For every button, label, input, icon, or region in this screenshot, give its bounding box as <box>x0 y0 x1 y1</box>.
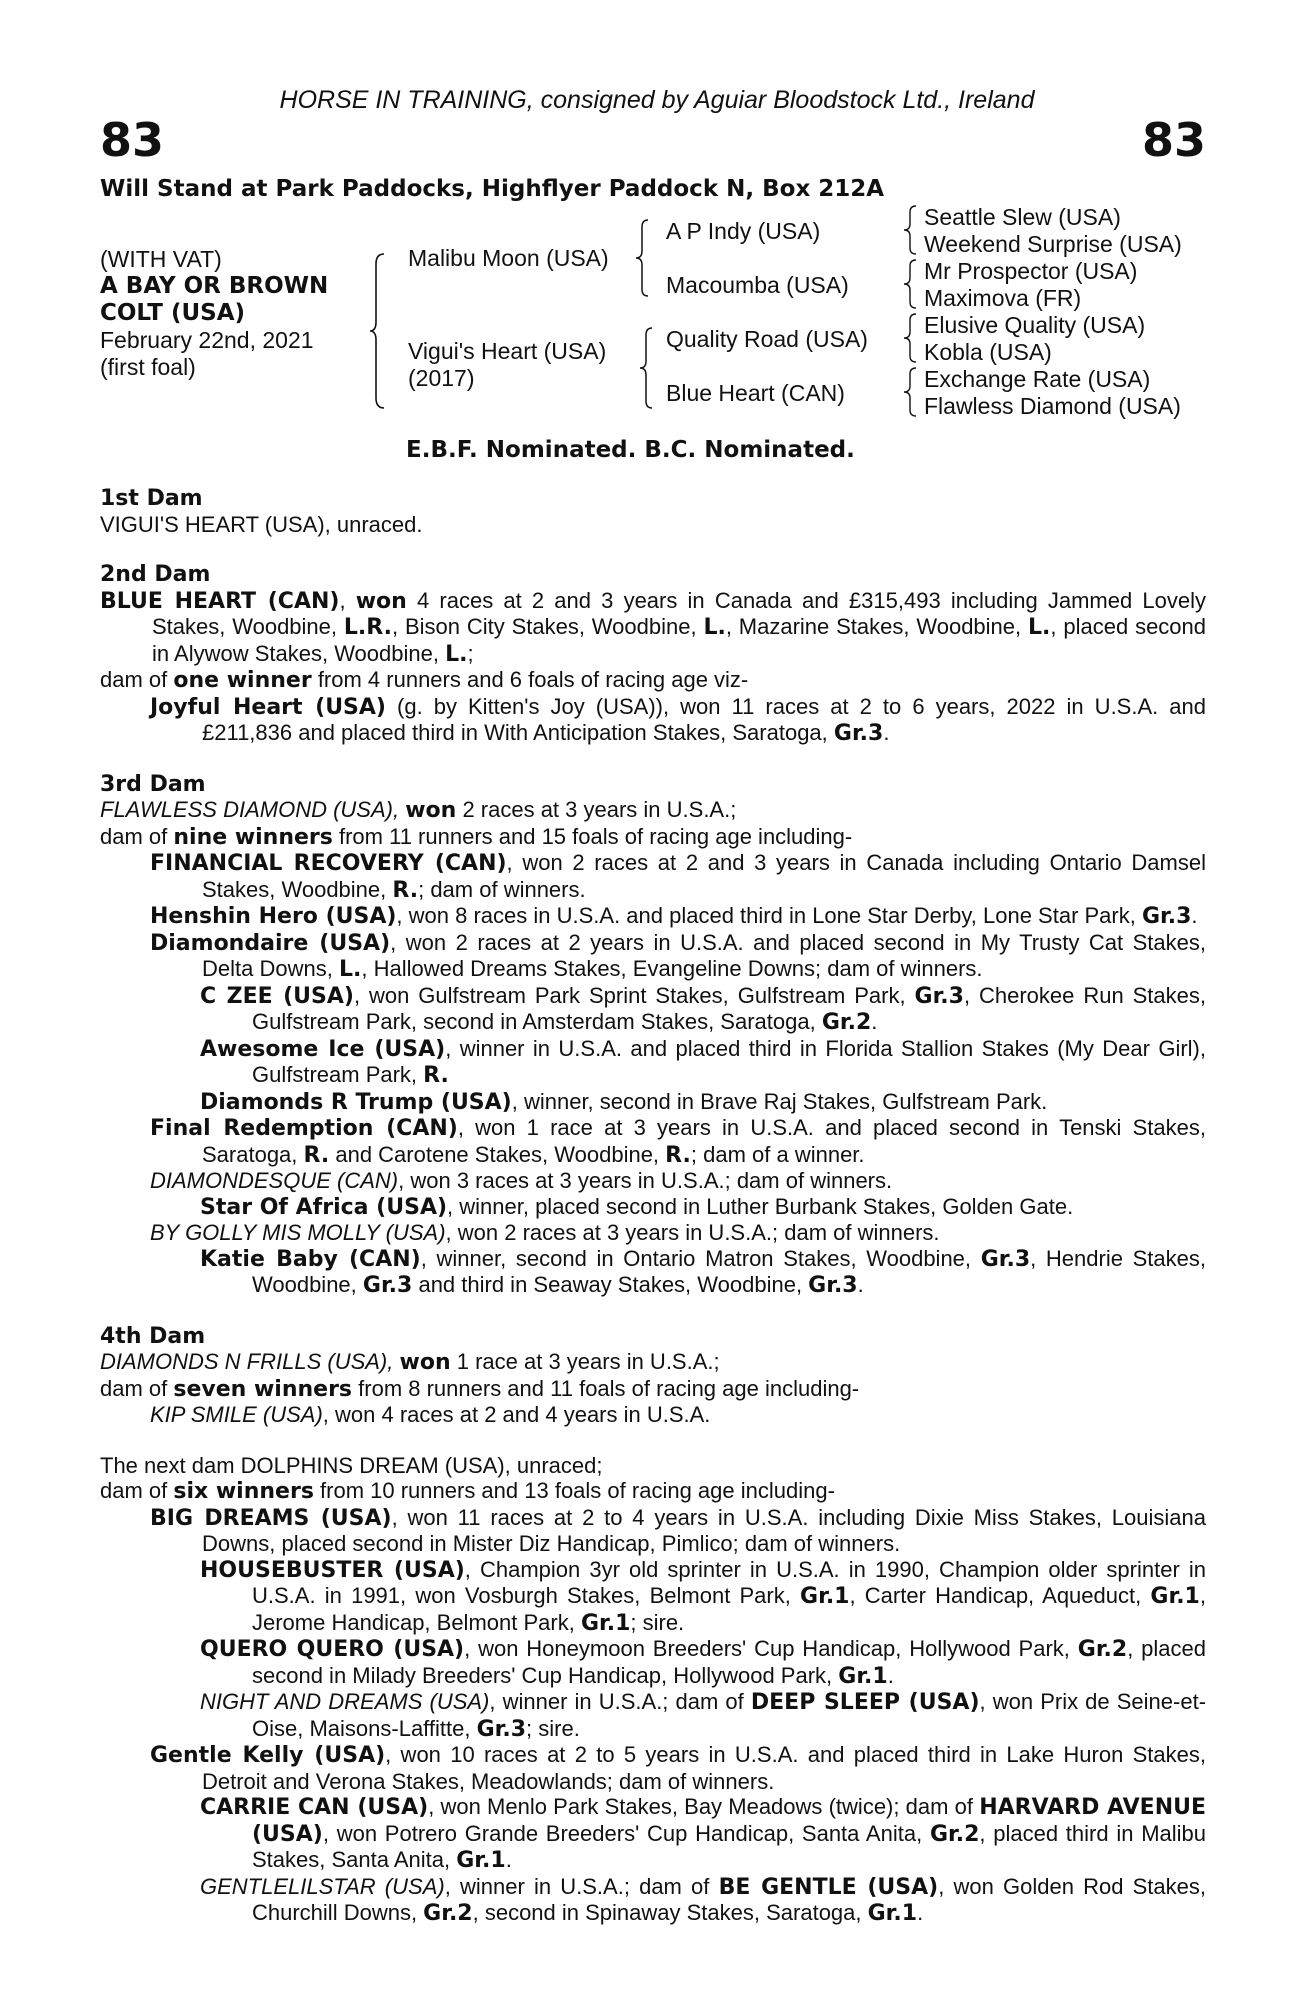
next-dam-entry: The next dam DOLPHINS DREAM (USA), unraced; <box>100 1452 603 1478</box>
produce-gentlelilstar <box>100 1874 1206 1927</box>
winner-count: one winner <box>173 668 312 693</box>
ancestor-flawless-diamond: Flawless Diamond (USA) <box>924 393 1181 419</box>
lot-number-left: 83 <box>100 113 165 167</box>
text: , won Menlo Park Stakes, Bay Meadows (twice); dam of <box>428 1794 980 1819</box>
text: 4 races at 2 and 3 years in Canada and £315,493 including Jammed Lovely Stakes, Woodbine, <box>152 587 1206 639</box>
dam-name: FLAWLESS DIAMOND (USA) <box>100 797 393 822</box>
catalogue-body <box>100 486 1206 1927</box>
horse-name: BY GOLLY MIS MOLLY (USA) <box>150 1220 446 1245</box>
produce-quero-quero <box>100 1636 1206 1689</box>
text: . <box>883 720 890 745</box>
grade-marker: Gr.1 <box>1150 1584 1200 1609</box>
produce-diamondesque <box>100 1168 1206 1194</box>
horse-name: Henshin Hero (USA) <box>150 904 397 929</box>
second-dam-heading: 2nd Dam <box>100 562 211 587</box>
text: from 11 runners and 15 foals of racing age including- <box>332 823 853 849</box>
horse-name: BIG DREAMS (USA) <box>150 1505 392 1531</box>
text: dam of <box>100 667 174 692</box>
text: , Champion 3yr old sprinter in U.S.A. in 1990, Champion older sprinter in U.S.A. in 1991, won Vosburgh Stakes, Belmont Park, <box>252 1556 1206 1608</box>
won-marker: won <box>399 1350 451 1375</box>
dam-name: Vigui's Heart (USA) <box>408 338 607 364</box>
horse-name: C ZEE (USA) <box>200 983 354 1009</box>
produce-diamondaire <box>100 930 1206 983</box>
dam-dam: Blue Heart (CAN) <box>666 380 845 406</box>
text: ; dam of winners. <box>418 876 586 902</box>
text: . <box>871 1009 878 1034</box>
text: , won 1 race at 3 years in U.S.A. and placed second in Tenski Stakes, Saratoga, <box>202 1115 1206 1167</box>
produce-big-dreams <box>100 1505 1206 1557</box>
lot-number-right: 83 <box>1141 113 1206 167</box>
text: from 8 runners and 11 foals of racing age including- <box>352 1375 860 1401</box>
horse-name: Diamonds R Trump (USA) <box>200 1089 512 1115</box>
dam-name: DIAMONDS N FRILLS (USA) <box>100 1349 388 1374</box>
text: . <box>505 1847 512 1872</box>
text: , placed third in Malibu Stakes, Santa Anita, <box>252 1820 1206 1872</box>
text: , won Golden Rod Stakes, Churchill Downs, <box>252 1873 1207 1925</box>
stabling-line: Will Stand at Park Paddocks, Highflyer Paddock N, Box 212A <box>100 176 885 202</box>
winner-count: seven winners <box>173 1376 353 1402</box>
grade-marker: Gr.3 <box>1141 904 1192 929</box>
next-dam-produce <box>100 1478 1206 1505</box>
horse-name: CARRIE CAN (USA) <box>200 1795 429 1820</box>
text: 1 race at 3 years in U.S.A.; <box>450 1349 720 1374</box>
sire-name: Malibu Moon (USA) <box>408 245 609 271</box>
ancestor-exchange-rate: Exchange Rate (USA) <box>924 366 1151 392</box>
text: , won 2 races at 2 years in U.S.A. and placed second in My Trusty Cat Stakes, Delta Downs, <box>202 929 1206 981</box>
text: , Hendrie Stakes, Woodbine, <box>252 1245 1207 1297</box>
produce-awesome-ice <box>100 1036 1206 1089</box>
consignment-line: HORSE IN TRAINING, consigned by Aguiar Bloodstock Ltd., Ireland <box>279 86 1035 114</box>
produce-henshin-hero <box>100 903 1206 930</box>
horse-name: Gentle Kelly (USA) <box>150 1743 386 1768</box>
grade-marker: Gr.1 <box>456 1848 506 1873</box>
text: , <box>387 1349 400 1374</box>
dam-year: (2017) <box>408 365 475 391</box>
listed-marker: L. <box>1028 615 1051 640</box>
horse-name: KIP SMILE (USA) <box>150 1402 323 1427</box>
text: , Carter Handicap, Aqueduct, <box>849 1583 1151 1608</box>
ancestor-maximova: Maximova (FR) <box>924 285 1082 311</box>
horse-name: GENTLELILSTAR (USA) <box>200 1873 445 1899</box>
grade-marker: Gr.3 <box>914 983 964 1009</box>
horse-name: FINANCIAL RECOVERY (CAN) <box>150 851 507 876</box>
dam-sire: Quality Road (USA) <box>666 326 868 352</box>
text: , second in Spinaway Stakes, Saratoga, <box>472 1900 868 1925</box>
produce-kip-smile <box>100 1402 1206 1428</box>
text: , won Gulfstream Park Sprint Stakes, Gulfstream Park, <box>353 982 915 1008</box>
text: ; sire. <box>526 1715 580 1741</box>
text: , won 10 races at 2 to 5 years in U.S.A. and placed third in Lake Huron Stakes, Detroit and Verona Stakes, Meadowlands; dam of winners. <box>202 1742 1206 1794</box>
grade-marker: Gr.2 <box>423 1901 473 1926</box>
ancestor-seattle-slew: Seattle Slew (USA) <box>924 204 1121 230</box>
fourth-dam-produce <box>100 1376 1206 1403</box>
text: , winner, second in Brave Raj Stakes, Gulfstream Park. <box>511 1088 1048 1114</box>
text: , winner, placed second in Luther Burbank Stakes, Golden Gate. <box>447 1193 1074 1219</box>
text: , winner in U.S.A. and placed third in Florida Stallion Stakes (My Dear Girl), Gulfstream Park, <box>252 1035 1206 1087</box>
foaling-date: February 22nd, 2021 <box>100 327 314 353</box>
nominations: E.B.F. Nominated. B.C. Nominated. <box>406 437 855 463</box>
grade-marker: Gr.2 <box>821 1010 872 1035</box>
text: , Bison City Stakes, Woodbine, <box>391 614 704 639</box>
text: , winner, second in Ontario Matron Stakes, Woodbine, <box>420 1245 981 1271</box>
text: , winner in U.S.A.; dam of <box>489 1689 751 1714</box>
first-dam-heading: 1st Dam <box>100 486 203 511</box>
pedigree-brace-g3b <box>902 258 920 310</box>
grade-marker: Gr.1 <box>838 1663 888 1689</box>
text: , won 3 races at 3 years in U.S.A.; dam of winners. <box>398 1168 893 1193</box>
restricted-marker: R. <box>423 1063 449 1088</box>
produce-gentle-kelly <box>100 1742 1206 1794</box>
text: , winner in U.S.A.; dam of <box>444 1873 719 1899</box>
horse-name-line1: A BAY OR BROWN <box>100 273 329 299</box>
horse-name: QUERO QUERO (USA) <box>200 1637 465 1662</box>
horse-name: DIAMONDESQUE (CAN) <box>150 1168 399 1193</box>
grade-marker: Gr.3 <box>980 1246 1031 1272</box>
text: dam of <box>100 823 174 849</box>
pedigree-brace-dam <box>638 326 656 410</box>
produce-joyful-heart <box>100 694 1206 747</box>
second-dam-entry <box>100 588 1206 668</box>
text: , won 2 races at 2 and 3 years in Canada including Ontario Damsel Stakes, Woodbine, <box>202 850 1206 902</box>
first-foal-note: (first foal) <box>100 354 196 380</box>
ancestor-mr-prospector: Mr Prospector (USA) <box>924 258 1138 284</box>
text: , Cherokee Run Stakes, Gulfstream Park, second in Amsterdam Stakes, Saratoga, <box>252 982 1206 1034</box>
grade-marker: Gr.1 <box>580 1610 631 1636</box>
grade-marker: Gr.2 <box>929 1821 980 1847</box>
text: , <box>392 797 406 822</box>
restricted-marker: R. <box>665 1142 691 1168</box>
text: , won Honeymoon Breeders' Cup Handicap, Hollywood Park, <box>464 1636 1078 1661</box>
ancestor-elusive-quality: Elusive Quality (USA) <box>924 312 1146 338</box>
produce-final-redemption <box>100 1115 1206 1168</box>
text: . <box>1191 903 1198 928</box>
horse-name: Final Redemption (CAN) <box>150 1116 458 1141</box>
text: , won 4 races at 2 and 4 years in U.S.A. <box>322 1402 711 1427</box>
grade-marker: Gr.3 <box>476 1716 527 1742</box>
listed-marker: L. <box>445 641 468 667</box>
text: 2 races at 3 years in U.S.A.; <box>456 797 737 822</box>
grade-marker: Gr.1 <box>867 1901 918 1926</box>
third-dam-produce <box>100 824 1206 851</box>
text: and Carotene Stakes, Woodbine, <box>329 1141 666 1167</box>
text: , won 8 races in U.S.A. and placed third in Lone Star Derby, Lone Star Park, <box>396 903 1142 928</box>
dam-name: BLUE HEART (CAN) <box>100 588 340 614</box>
first-dam-text: VIGUI'S HEART (USA), unraced. <box>100 511 423 537</box>
produce-night-and-dreams <box>100 1689 1206 1742</box>
text: from 4 runners and 6 foals of racing age viz- <box>311 667 749 692</box>
text: dam of <box>100 1375 174 1401</box>
third-dam-entry <box>100 797 1206 824</box>
listed-marker: L. <box>703 615 726 640</box>
grade-marker: Gr.1 <box>800 1584 850 1609</box>
third-dam-heading: 3rd Dam <box>100 771 206 797</box>
text: , placed second in Alywow Stakes, Woodbine, <box>152 614 1207 666</box>
produce-c-zee <box>100 983 1206 1036</box>
text: , placed second in Milady Breeders' Cup Handicap, Hollywood Park, <box>252 1636 1206 1688</box>
pedigree-brace-g3d <box>902 366 920 418</box>
text: , won 11 races at 2 to 4 years in U.S.A. including Dixie Miss Stakes, Louisiana Downs, placed second in Mister Diz Handicap, Pimlico; dam of winners. <box>202 1504 1206 1556</box>
produce-housebuster <box>100 1557 1206 1637</box>
horse-name: DEEP SLEEP (USA) <box>750 1690 980 1715</box>
vat-note: (WITH VAT) <box>100 246 222 272</box>
text: , won 2 races at 3 years in U.S.A.; dam of winners. <box>445 1220 940 1245</box>
listed-marker: L. <box>338 957 362 982</box>
horse-name: HARVARD AVENUE (USA) <box>252 1795 1207 1847</box>
listed-marker: L.R. <box>343 615 392 640</box>
text: ; <box>467 640 474 666</box>
text: , won Prix de Seine-et-Oise, Maisons-Laffitte, <box>252 1689 1207 1741</box>
horse-name: BE GENTLE (USA) <box>718 1874 939 1900</box>
produce-financial-recovery <box>100 850 1206 903</box>
produce-katie-baby <box>100 1246 1206 1299</box>
text: , won Potrero Grande Breeders' Cup Handicap, Santa Anita, <box>322 1820 930 1846</box>
restricted-marker: R. <box>303 1142 330 1168</box>
won-marker: won <box>405 798 457 823</box>
restricted-marker: R. <box>392 877 419 903</box>
text: , Mazarine Stakes, Woodbine, <box>725 614 1029 639</box>
winner-count: nine winners <box>173 824 333 850</box>
produce-carrie-can <box>100 1794 1206 1874</box>
horse-name: Awesome Ice (USA) <box>200 1036 446 1062</box>
horse-name: NIGHT AND DREAMS (USA) <box>200 1689 490 1714</box>
text: dam of <box>100 1478 174 1503</box>
text: ; sire. <box>630 1609 685 1635</box>
horse-name: Katie Baby (CAN) <box>200 1246 421 1272</box>
text: . <box>917 1900 924 1925</box>
won-marker: won <box>355 588 407 614</box>
pedigree-brace-sire <box>634 218 652 298</box>
grade-marker: Gr.3 <box>362 1273 413 1298</box>
text: (g. by Kitten's Joy (USA)), won 11 races at 2 to 6 years, 2022 in U.S.A. and £211,836 and placed third in With Anticipation Stakes, Saratoga, <box>202 693 1207 745</box>
grade-marker: Gr.2 <box>1077 1637 1128 1662</box>
text: . <box>857 1272 864 1297</box>
fourth-dam-heading: 4th Dam <box>100 1323 206 1349</box>
text: . <box>887 1662 894 1688</box>
fourth-dam-entry <box>100 1349 1206 1376</box>
grade-marker: Gr.3 <box>808 1273 858 1298</box>
horse-name: Joyful Heart (USA) <box>150 694 386 720</box>
text: from 10 runners and 13 foals of racing age including- <box>313 1478 835 1503</box>
grade-marker: Gr.3 <box>833 721 884 746</box>
sire-sire: A P Indy (USA) <box>666 218 821 244</box>
text: , Jerome Handicap, Belmont Park, <box>252 1583 1206 1635</box>
horse-name: Star Of Africa (USA) <box>200 1194 448 1220</box>
pedigree-brace-g3c <box>902 312 920 364</box>
horse-name-line2: COLT (USA) <box>100 300 246 326</box>
second-dam-produce <box>100 667 1206 694</box>
text: , Hallowed Dreams Stakes, Evangeline Downs; dam of winners. <box>361 956 983 981</box>
horse-name: HOUSEBUSTER (USA) <box>200 1557 465 1583</box>
horse-name: Diamondaire (USA) <box>150 930 391 956</box>
pedigree-brace-g3a <box>902 204 920 256</box>
ancestor-kobla: Kobla (USA) <box>924 339 1052 365</box>
produce-diamonds-r-trump <box>100 1089 1206 1116</box>
ancestor-weekend-surprise: Weekend Surprise (USA) <box>924 231 1182 257</box>
produce-star-of-africa <box>100 1194 1206 1221</box>
sire-dam: Macoumba (USA) <box>666 272 849 298</box>
winner-count: six winners <box>173 1479 314 1504</box>
produce-by-golly-mis-molly <box>100 1220 1206 1246</box>
pedigree-brace-main <box>368 252 390 410</box>
text: , <box>339 587 356 613</box>
text: and third in Seaway Stakes, Woodbine, <box>412 1272 809 1297</box>
text: ; dam of a winner. <box>690 1141 865 1167</box>
